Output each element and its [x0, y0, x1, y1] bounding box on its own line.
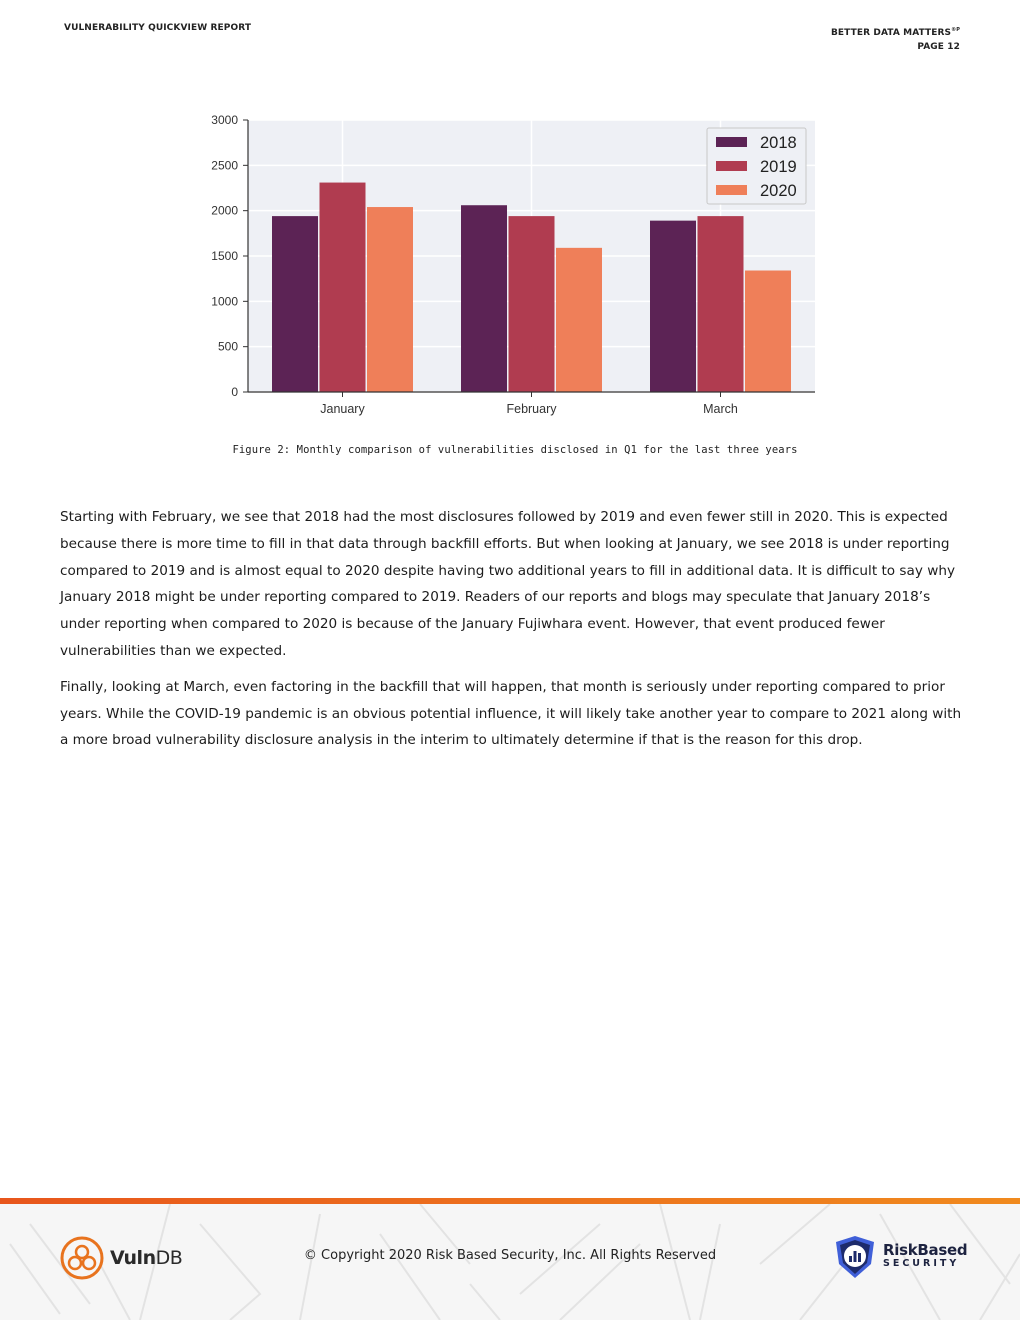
y-tick-label: 500 [217, 339, 238, 354]
legend-label-2020: 2020 [760, 182, 797, 200]
rbs-wordmark-line1: RiskBased [883, 1241, 968, 1259]
bar-january-2018 [272, 216, 318, 392]
copyright-notice: © Copyright 2020 Risk Based Security, Inc. All Rights Reserved [303, 1248, 717, 1263]
bar-chart [200, 110, 830, 430]
legend-swatch-2019 [716, 161, 747, 171]
legend-swatch-2020 [716, 185, 747, 195]
page-number: PAGE 12 [917, 42, 960, 52]
legend-swatch-2018 [716, 137, 747, 147]
risk-based-security-logo [833, 1234, 967, 1280]
paragraph-march: Finally, looking at March, even factoring in the backfill that will happen, that month is seriously under reporting compared to prior years. While the COVID-19 pandemic is an obvious potential influence, it will likely take another year to compare to 2021 along with a more broad vulnerability disclosure analysis in the interim to ultimately determine if that is the reason for this drop. [60, 678, 962, 749]
rbs-wordmark-line2: SECURITY [883, 1258, 960, 1269]
bar-february-2019 [509, 216, 555, 392]
figure-caption: Figure 2: Monthly comparison of vulnerabilities disclosed in Q1 for the last three years [232, 444, 798, 456]
legend-label-2019: 2019 [760, 158, 797, 176]
x-tick-label: March [703, 402, 738, 416]
y-tick-label: 2500 [211, 158, 238, 173]
x-tick-label: February [506, 402, 557, 416]
y-tick-label: 2000 [211, 203, 238, 218]
vulndb-wordmark: VulnDB [110, 1247, 183, 1269]
y-tick-label: 3000 [211, 113, 238, 127]
bar-january-2019 [320, 183, 366, 392]
header-tagline: BETTER DATA MATTERS [830, 28, 952, 38]
bar-february-2018 [461, 205, 507, 392]
x-tick-label: January [320, 402, 365, 416]
header-tagline-mark: ®P [951, 27, 960, 33]
y-tick-label: 0 [231, 385, 238, 399]
header-right [831, 23, 960, 54]
header-report-title: VULNERABILITY QUICKVIEW REPORT [64, 23, 252, 33]
bar-march-2019 [698, 216, 744, 392]
y-tick-label: 1000 [211, 294, 238, 309]
paragraph-february: Starting with February, we see that 2018 had the most disclosures followed by 2019 and even fewer still in 2020. This is expected because there is more time to fill in that data through backfill efforts. But when looking at January, we see 2018 is under reporting compared to 2019 and is almost equal to 2020 despite having two additional years to fill in additional data. It is difficult to say why January 2018 might be under reporting compared to 2019. Readers of our reports and blogs may speculate that January 2018’s under reporting when compared to 2020 is because of the January Fujiwhara event. However, that event produced fewer vulnerabilities than we expected. [60, 509, 955, 659]
page-footer [0, 1198, 1020, 1320]
shield-icon [833, 1234, 877, 1280]
body-text [60, 504, 965, 763]
bar-february-2020 [556, 248, 602, 392]
bar-march-2018 [650, 221, 696, 392]
bar-january-2020 [367, 207, 413, 392]
legend-label-2018: 2018 [760, 134, 797, 152]
y-tick-label: 1500 [211, 249, 238, 263]
bar-march-2020 [745, 271, 791, 392]
